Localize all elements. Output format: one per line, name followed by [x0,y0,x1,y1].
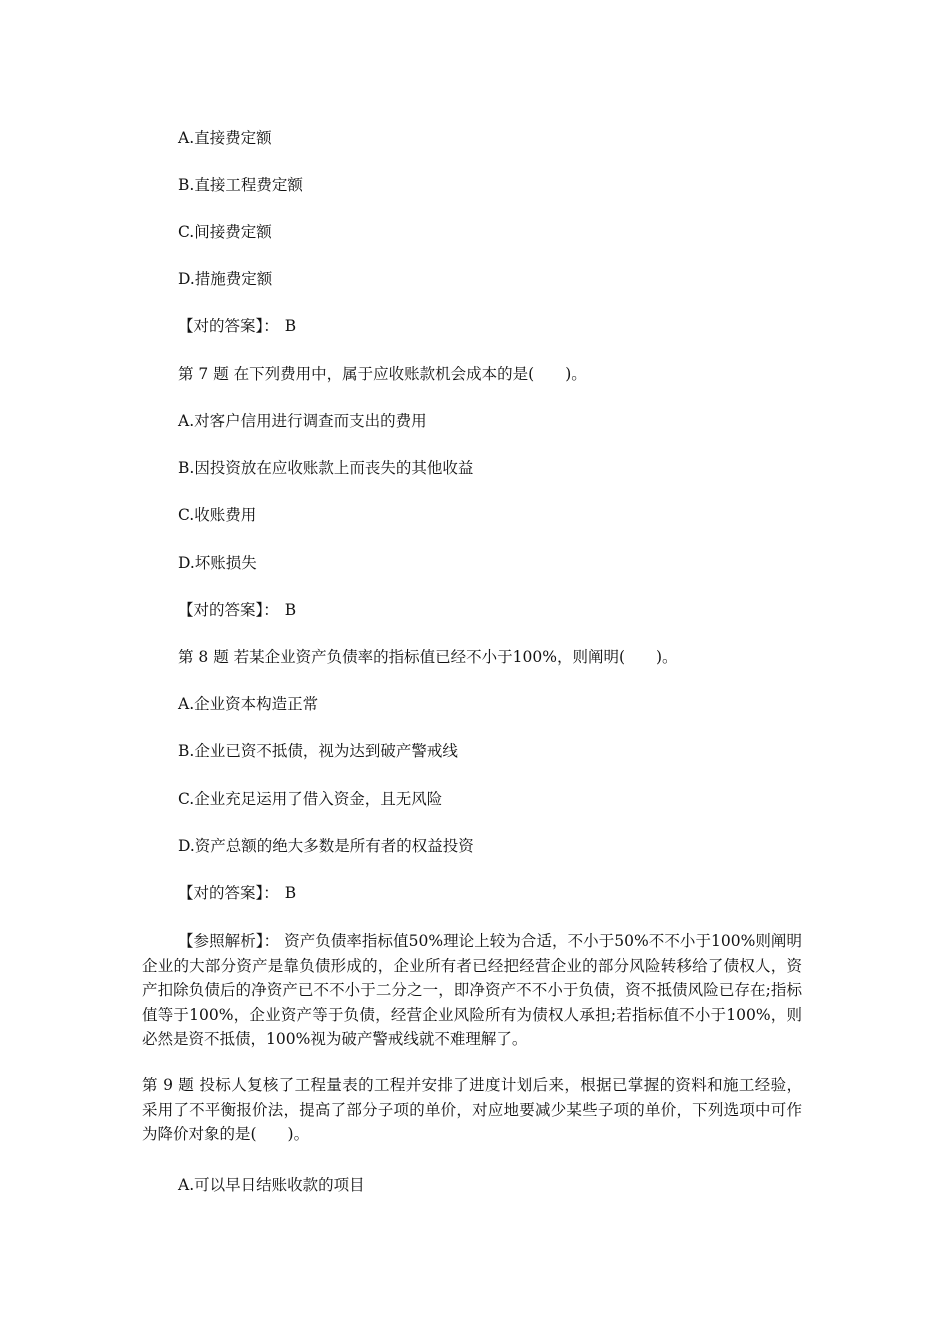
q8-option-c: C.企业充足运用了借入资金，且无风险 [178,790,443,808]
q8-option-b: B.企业已资不抵债，视为达到破产警戒线 [178,742,458,760]
q6-option-b: B.直接工程费定额 [178,176,303,194]
q7-option-c: C.收账费用 [178,506,257,524]
q6-answer-value: B [284,317,297,335]
q7-answer [178,600,296,620]
q6-answer-label: 【对的答案】： [178,317,279,335]
q7-question: 第 7 题 在下列费用中，属于应收账款机会成本的是( )。 [178,365,587,383]
q7-answer-value: B [284,601,297,619]
q8-answer-value: B [284,884,297,902]
q6-option-a: A.直接费定额 [178,129,272,147]
q8-option-a: A.企业资本构造正常 [178,695,319,713]
q8-answer-label: 【对的答案】： [178,884,279,902]
q7-option-b: B.因投资放在应收账款上而丧失的其他收益 [178,459,474,477]
q7-option-a: A.对客户信用进行调查而支出的费用 [178,412,427,430]
q7-option-d: D.坏账损失 [178,554,257,572]
q8-analysis: 【参照解析】： 资产负债率指标值50%理论上较为合适，不小于50%不不小于100%则阐明企业的大部分资产是靠负债形成的，企业所有者已经把经营企业的部分风险转移给了债权人，资产扣除负债后的净资产已不不小于二分之一，即净资产不不小于负债，资不抵债风险已存在;指标值等于100%，企业资产等于负债，经营企业风险所有为债权人承担;若指标值不小于100%，则必然是资不抵债，100%视为破产警戒线就不难理解了。 [142,932,802,1048]
q6-option-d: D.措施费定额 [178,270,273,288]
q9-option-a: A.可以早日结账收款的项目 [178,1176,365,1194]
q7-answer-label: 【对的答案】： [178,601,279,619]
q6-answer [178,316,296,336]
q9-question: 第 9 题 投标人复核了工程量表的工程并安排了进度计划后来，根据已掌握的资料和施工经验，采用了不平衡报价法，提高了部分子项的单价，对应地要减少某些子项的单价，下列选项中可作为降价对象的是( )。 [142,1076,802,1143]
q8-option-d: D.资产总额的绝大多数是所有者的权益投资 [178,837,474,855]
q8-answer [178,883,296,903]
q6-option-c: C.间接费定额 [178,223,272,241]
q8-question: 第 8 题 若某企业资产负债率的指标值已经不小于100%，则阐明( )。 [178,648,678,666]
